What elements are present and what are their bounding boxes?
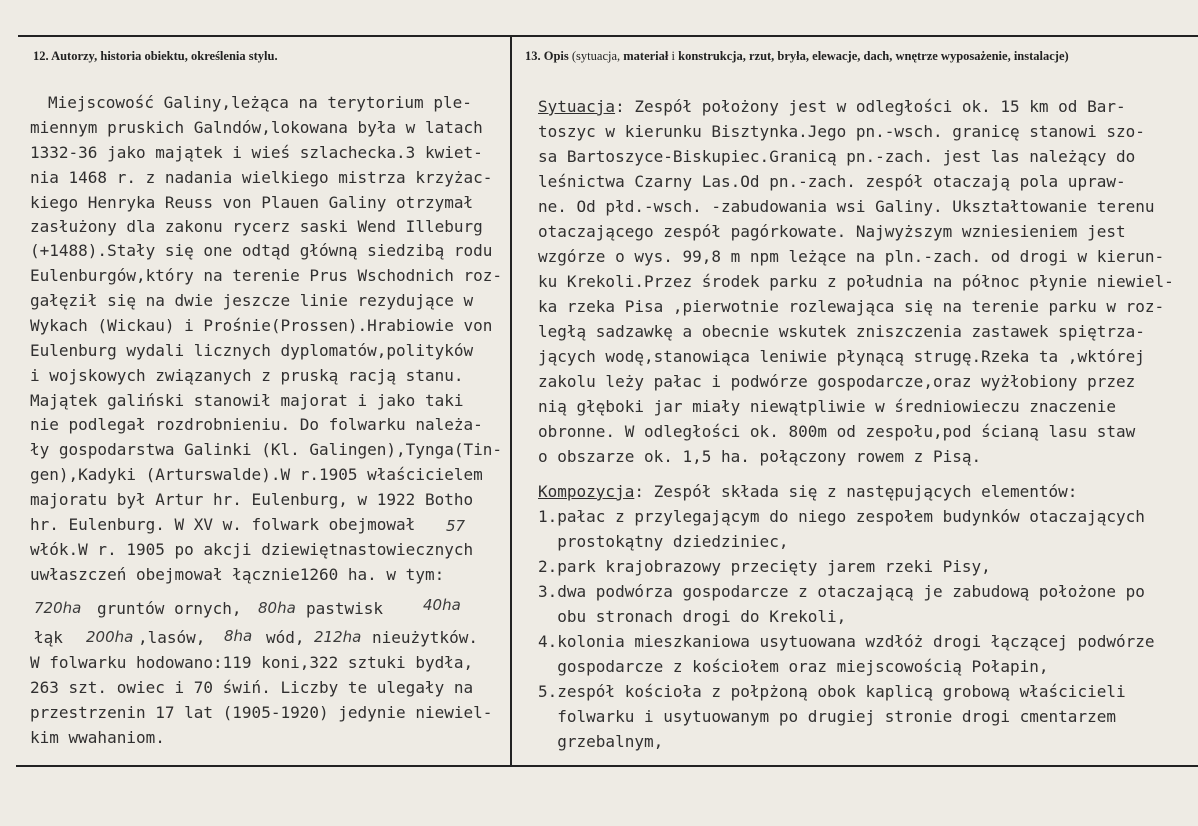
section-13-title-c: materiał xyxy=(623,49,669,63)
history-fragment: gruntów ornych, xyxy=(97,599,242,618)
description-line: ka rzeka Pisa ,pierwotnie rozlewająca się na terenie parku w roz- xyxy=(538,297,1165,316)
situation-label: Sytuacja xyxy=(538,97,616,116)
history-line: Miejscowość Galiny,leżąca na terytorium ple- xyxy=(48,93,472,112)
bottom-rule xyxy=(16,765,1198,767)
history-line: zasłużony dla zakonu rycerz saski Wend Illeburg xyxy=(30,217,483,236)
section-13-header xyxy=(525,49,1069,64)
section-12-title: Autorzy, historia obiektu, określenia stylu. xyxy=(51,49,278,63)
history-fragment: ,lasów, xyxy=(138,628,206,647)
history-line: Eulenburgów,który na terenie Prus Wschodnich roz- xyxy=(30,266,503,285)
handwritten-wlok-count: 57 xyxy=(446,517,466,535)
description-line: sa Bartoszyce-Biskupiec.Granicą pn.-zach. jest las należący do xyxy=(538,147,1136,166)
history-fragment: nieużytków. xyxy=(372,628,478,647)
description-line: obronne. W odległości ok. 800m od zespołu,pod ścianą lasu staw xyxy=(538,422,1136,441)
history-line: nia 1468 r. z nadania wielkiego mistrza krzyżac- xyxy=(30,168,493,187)
description-line: 4.kolonia mieszkaniowa usytuowana wzdłóż drogi łączącej podwórze xyxy=(538,632,1155,651)
description-line: leśnictwa Czarny Las.Od pn.-zach. zespół otaczają pola upraw- xyxy=(538,172,1126,191)
history-line: Eulenburg wydali licznych dyplomatów,polityków xyxy=(30,341,474,360)
history-line: Wykach (Wickau) i Prośnie(Prossen).Hrabiowie von xyxy=(30,316,493,335)
history-line: i wojskowych związanych z pruską racją stanu. xyxy=(30,366,464,385)
description-line: ległą sadzawkę a obecnie wskutek zniszczenia zastawek spiętrza- xyxy=(538,322,1145,341)
history-line: uwłaszczeń obejmował łącznie1260 ha. w tym: xyxy=(30,565,445,584)
description-line: zakolu leży pałac i podwórze gospodarcze,oraz wyżłobiony przez xyxy=(538,372,1136,391)
section-13-title-b: (sytuacja, xyxy=(571,49,621,63)
column-divider xyxy=(510,35,512,765)
handwritten-pasture-area: 40ha xyxy=(423,596,461,614)
section-12-header xyxy=(33,49,278,64)
description-line: ne. Od płd.-wsch. -zabudowania wsi Galiny. Ukształtowanie terenu xyxy=(538,197,1155,216)
description-line: 2.park krajobrazowy przecięty jarem rzeki Pisy, xyxy=(538,557,991,576)
history-line: ły gospodarstwa Galinki (Kl. Galingen),Tynga(Tin- xyxy=(30,440,503,459)
description-line: 5.zespół kościoła z połpżoną obok kaplicą grobową właścicieli xyxy=(538,682,1126,701)
history-line: majoratu był Artur hr. Eulenburg, w 1922 Botho xyxy=(30,490,474,509)
history-line: 263 szt. owiec i 70 świń. Liczby te ulegały na xyxy=(30,678,474,697)
section-13-number: 13. xyxy=(525,49,541,63)
history-line: kiego Henryka Reuss von Plauen Galiny otrzymał xyxy=(30,193,474,212)
description-line: jących wodę,stanowiąca leniwie płynącą strugę.Rzeka ta ,wktórej xyxy=(538,347,1145,366)
description-line: prostokątny dziedziniec, xyxy=(538,532,789,551)
composition-label: Kompozycja xyxy=(538,482,635,501)
history-line: włók.W r. 1905 po akcji dziewiętnastowiecznych xyxy=(30,540,474,559)
top-rule xyxy=(18,35,1198,37)
history-line: gen),Kadyki (Arturswalde).W r.1905 właścicielem xyxy=(30,465,483,484)
history-fragment: łąk xyxy=(34,628,63,647)
section-13-title-e: konstrukcja, rzut, bryła, elewacje, dach, wnętrze wyposażenie, instalacje) xyxy=(678,49,1069,63)
history-line: Majątek galiński stanowił majorat i jako taki xyxy=(30,391,464,410)
section-13-title-a: Opis xyxy=(543,49,569,63)
history-fragment: pastwisk xyxy=(306,599,384,618)
description-line: grzebalnym, xyxy=(538,732,664,751)
description-line: wzgórze o wys. 99,8 m npm leżące na pln.-zach. od drogi w kierun- xyxy=(538,247,1165,266)
description-line: obu stronach drogi do Krekoli, xyxy=(538,607,847,626)
section-12-number: 12. xyxy=(33,49,49,63)
history-line: nie podlegał rozdrobnieniu. Do folwarku należa- xyxy=(30,415,483,434)
history-line: gałęził się na dwie jeszcze linie rezydujące w xyxy=(30,291,474,310)
history-fragment: wód, xyxy=(266,628,305,647)
history-line: W folwarku hodowano:119 koni,322 sztuki bydła, xyxy=(30,653,474,672)
description-line: folwarku i usytuowanym po drugiej stronie drogi cmentarzem xyxy=(538,707,1116,726)
history-line: 1332-36 jako majątek i wieś szlachecka.3 kwiet- xyxy=(30,143,483,162)
description-line: o obszarze ok. 1,5 ha. połączony rowem z Pisą. xyxy=(538,447,982,466)
description-line: Sytuacja: Zespół położony jest w odległości ok. 15 km od Bar- xyxy=(538,97,1126,116)
handwritten-water-area: 212ha xyxy=(314,628,362,646)
handwritten-forest-area: 8ha xyxy=(224,627,253,645)
description-line: 1.pałac z przylegającym do niego zespołem budynków otaczających xyxy=(538,507,1145,526)
description-line: gospodarcze z kościołem oraz miejscowością Połapin, xyxy=(538,657,1049,676)
description-line: otaczającego zespół pagórkowate. Najwyższym wzniesieniem jest xyxy=(538,222,1126,241)
description-line: Kompozycja: Zespół składa się z następujących elementów: xyxy=(538,482,1078,501)
section-13-title-d: i xyxy=(671,49,675,63)
history-line: miennym pruskich Galndów,lokowana była w latach xyxy=(30,118,483,137)
history-line: (+1488).Stały się one odtąd główną siedzibą rodu xyxy=(30,241,493,260)
history-line: kim wwahaniom. xyxy=(30,728,165,747)
description-line: ku Krekoli.Przez środek parku z południa na północ płynie niewiel- xyxy=(538,272,1174,291)
handwritten-arable-note: 80ha xyxy=(258,599,296,617)
handwritten-arable-area: 720ha xyxy=(34,599,82,617)
description-line: 3.dwa podwórza gospodarcze z otaczającą je zabudową położone po xyxy=(538,582,1145,601)
description-line: nią głęboki jar miały niewątpliwie w średniowieczu znaczenie xyxy=(538,397,1116,416)
description-line: toszyc w kierunku Bisztynka.Jego pn.-wsch. granicę stanowi szo- xyxy=(538,122,1145,141)
handwritten-meadow-area: 200ha xyxy=(86,628,134,646)
history-line: przestrzenin 17 lat (1905-1920) jedynie niewiel- xyxy=(30,703,493,722)
history-line: hr. Eulenburg. W XV w. folwark obejmował xyxy=(30,515,416,534)
